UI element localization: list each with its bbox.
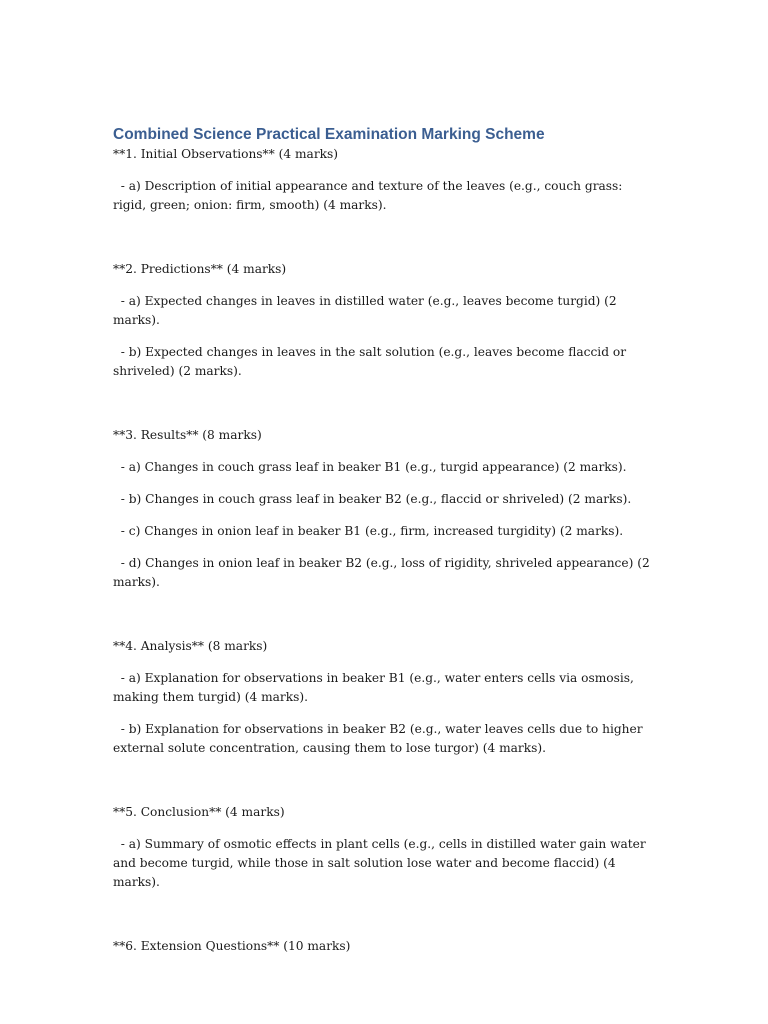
section-5-item-a: - a) Summary of osmotic effects in plant cells (e.g., cells in distilled water gain water and become turgid, while those in salt solution lose water and become flaccid) (4 marks).	[113, 837, 650, 889]
section-4-item-a: - a) Explanation for observations in beaker B1 (e.g., water enters cells via osmosis, making them turgid) (4 marks).	[113, 671, 638, 704]
section-2-item-a: - a) Expected changes in leaves in distilled water (e.g., leaves become turgid) (2 marks).	[113, 294, 621, 327]
document-title: Combined Science Practical Examination Marking Scheme	[113, 126, 545, 143]
section-heading-3: **3. Results** (8 marks)	[113, 428, 262, 442]
document-page	[113, 124, 658, 956]
section-heading-6: **6. Extension Questions** (10 marks)	[113, 939, 351, 953]
section-3-item-a: - a) Changes in couch grass leaf in beaker B1 (e.g., turgid appearance) (2 marks).	[113, 460, 627, 474]
section-1-item-a: - a) Description of initial appearance and texture of the leaves (e.g., couch grass: rigid, green; onion: firm, smooth) (4 marks).	[113, 179, 627, 212]
section-4-item-b: - b) Explanation for observations in beaker B2 (e.g., water leaves cells due to higher external solute concentration, causing them to lose turgor) (4 marks).	[113, 722, 647, 755]
section-3-item-b: - b) Changes in couch grass leaf in beaker B2 (e.g., flaccid or shriveled) (2 marks).	[113, 492, 632, 506]
section-2-item-b: - b) Expected changes in leaves in the salt solution (e.g., leaves become flaccid or shriveled) (2 marks).	[113, 345, 630, 378]
section-heading-1: **1. Initial Observations** (4 marks)	[113, 147, 339, 161]
section-heading-4: **4. Analysis** (8 marks)	[113, 639, 268, 653]
section-3-item-c: - c) Changes in onion leaf in beaker B1 (e.g., firm, increased turgidity) (2 marks).	[113, 524, 624, 538]
section-heading-5: **5. Conclusion** (4 marks)	[113, 805, 285, 819]
section-3-item-d: - d) Changes in onion leaf in beaker B2 (e.g., loss of rigidity, shriveled appearance) (2 marks).	[113, 556, 654, 589]
section-heading-2: **2. Predictions** (4 marks)	[113, 262, 287, 276]
